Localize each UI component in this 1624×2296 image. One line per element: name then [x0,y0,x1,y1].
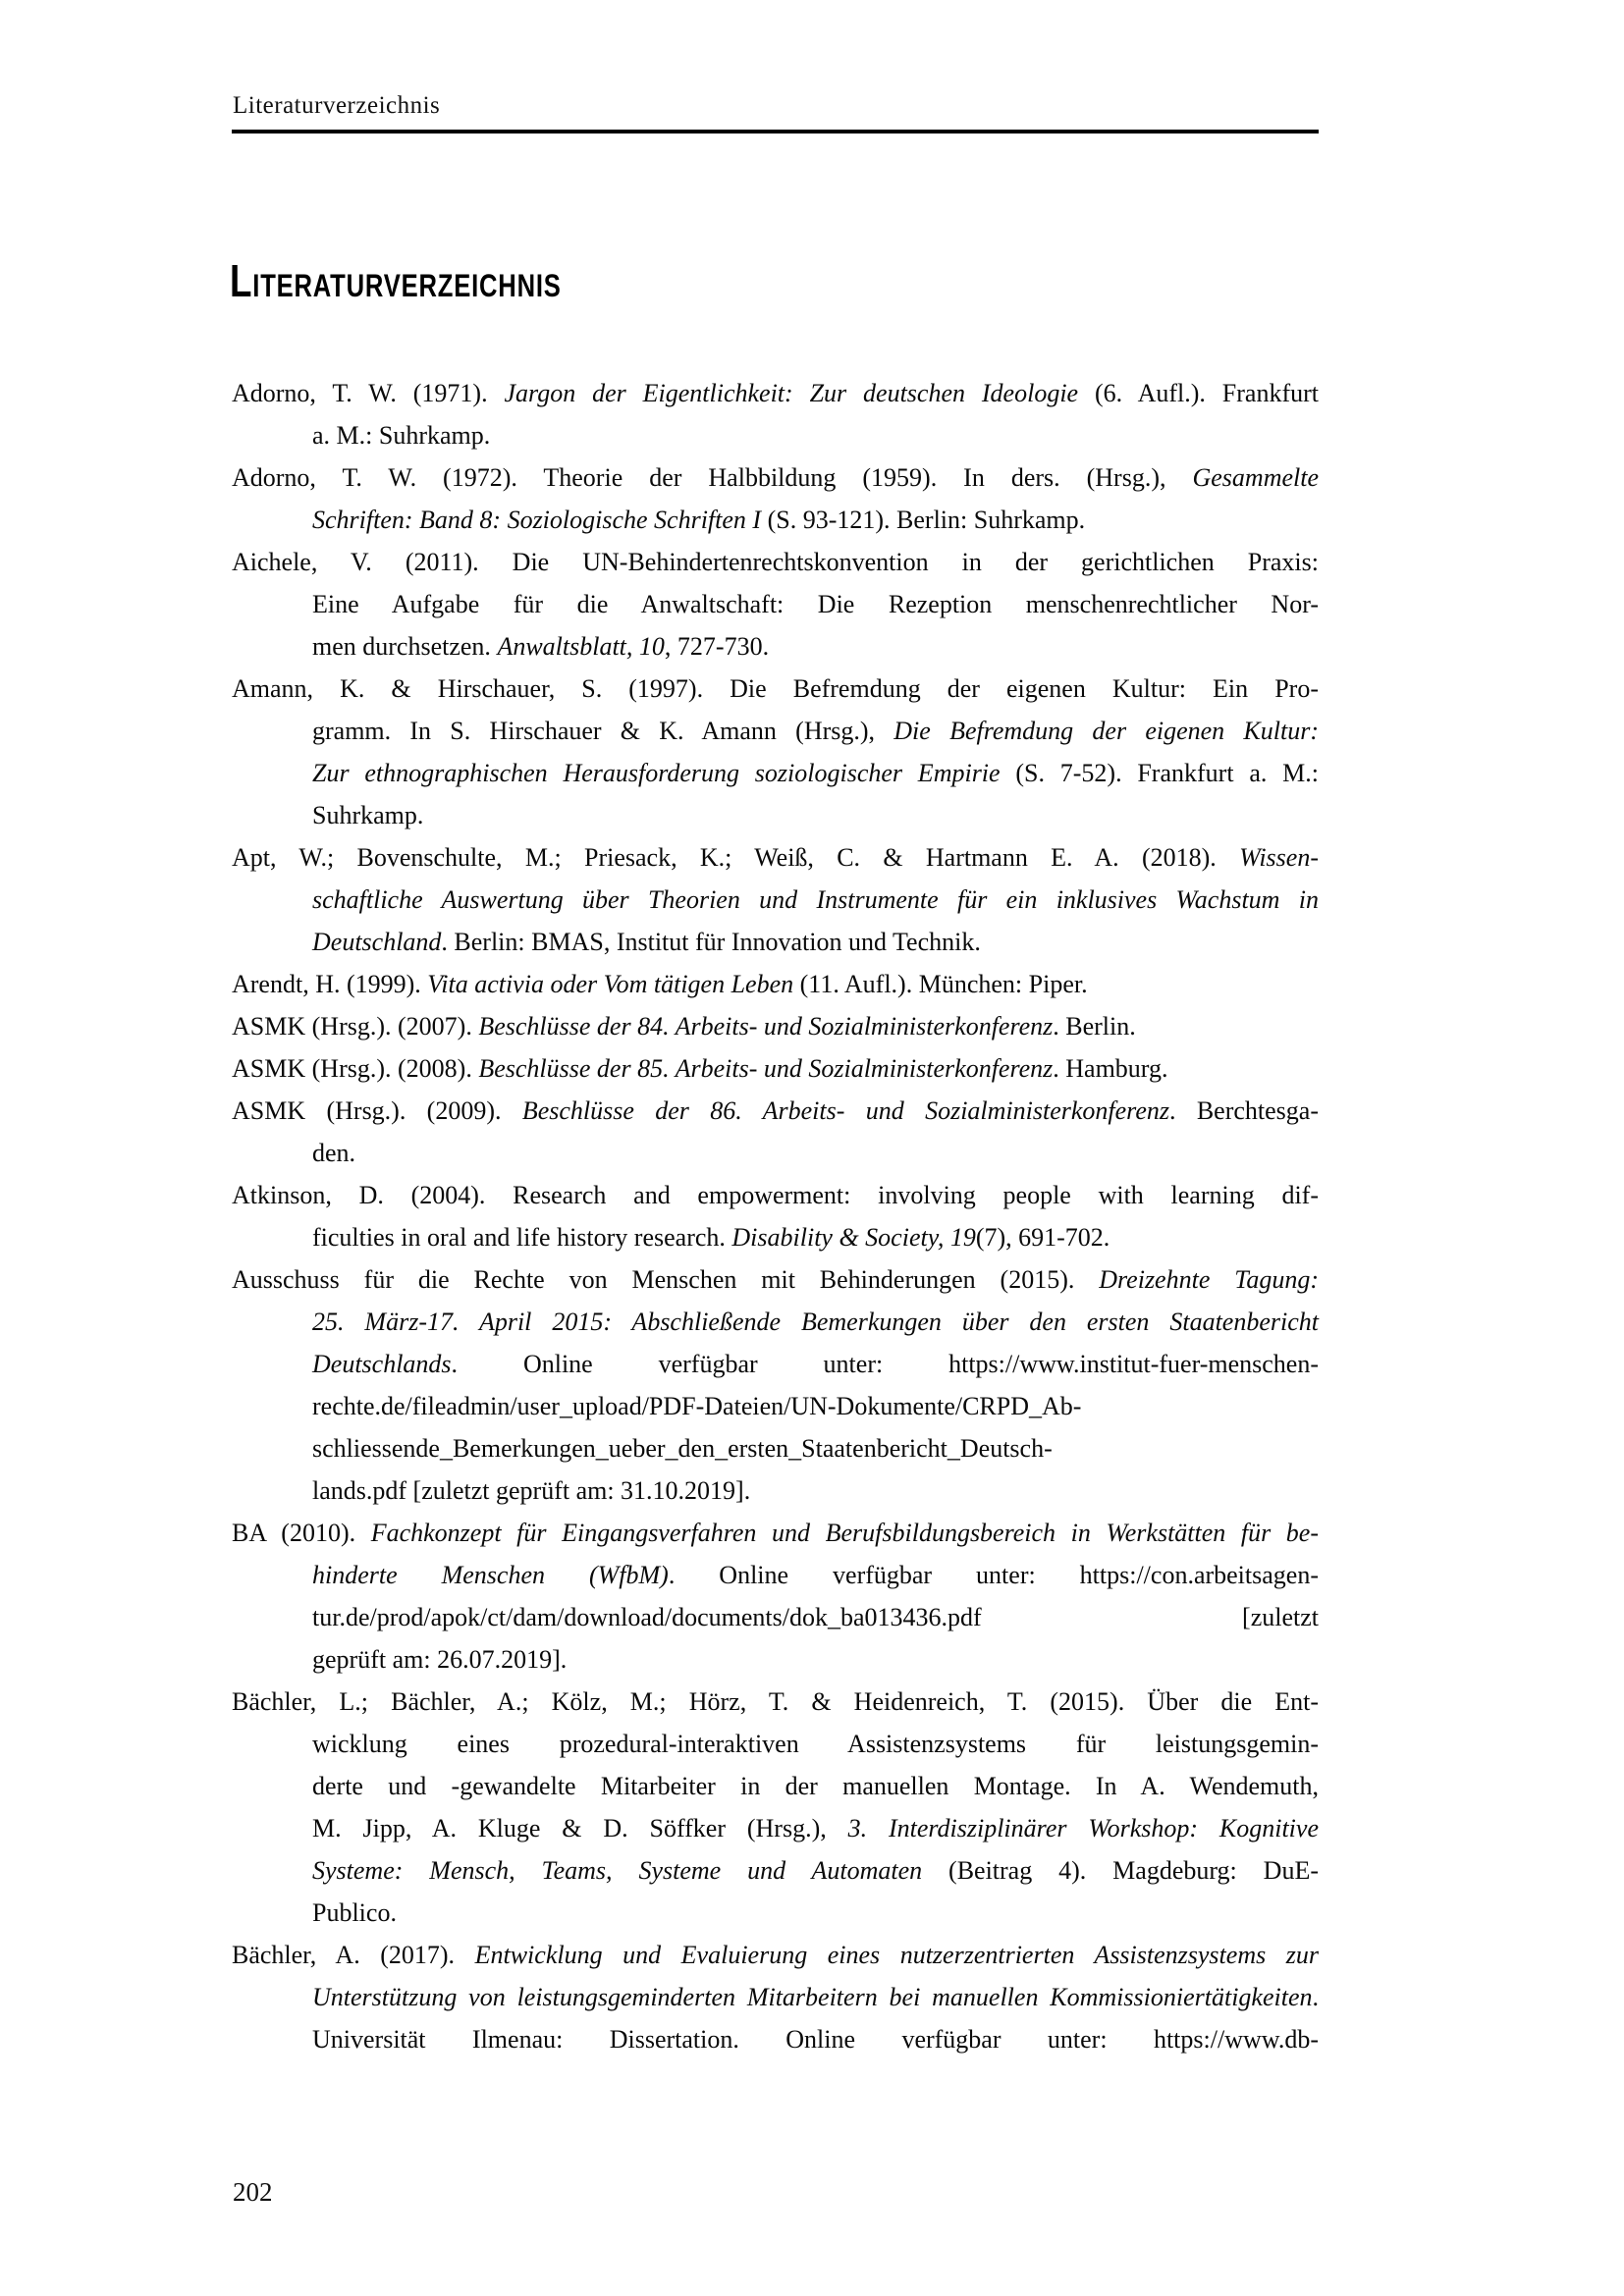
reference-line [232,1258,1319,1301]
reference-text: (7), 691-702. [975,1223,1110,1252]
reference-line [312,499,1319,541]
reference-text-italic: Systeme: Mensch, Teams, Systeme und Automaten [312,1856,923,1885]
reference-text: tur.de/prod/apok/ct/dam/download/documents/dok_ba013436.pdf [zuletzt [312,1603,1319,1631]
reference-text: (Beitrag 4). Magdeburg: DuE- [922,1856,1319,1885]
reference-entry [232,456,1319,541]
reference-line [232,372,1319,414]
reference-line [312,879,1319,921]
reference-entry [232,1512,1319,1681]
reference-entry [232,1258,1319,1512]
reference-text: ASMK (Hrsg.). (2007). [232,1012,479,1041]
reference-text-italic: Deutschlands [312,1350,452,1378]
reference-line [312,921,1319,963]
reference-text: schliessende_Bemerkungen_ueber_den_ersten_Staatenbericht_Deutsch- [312,1434,1053,1463]
reference-entry [232,1934,1319,2060]
page-number: 202 [233,2177,273,2207]
reference-text-italic: Disability & Society, 19 [731,1223,976,1252]
reference-text-italic: schaftliche Auswertung über Theorien und Instrumente für ein inklusives Wachstum in [312,885,1319,914]
reference-text: derte und -gewandelte Mitarbeiter in der manuellen Montage. In A. Wendemuth, [312,1772,1319,1800]
reference-text-italic: Schriften: Band 8: Soziologische Schriften I [312,506,762,534]
reference-entry [232,1047,1319,1090]
reference-text: men durchsetzen. [312,632,498,661]
reference-text-italic: Entwicklung und Evaluierung eines nutzerzentrierten Assistenzsystems zur [474,1941,1319,1969]
reference-entry [232,1090,1319,1174]
reference-entry [232,836,1319,963]
reference-text-italic: Deutschland [312,928,442,956]
reference-entry [232,1005,1319,1047]
reference-text: M. Jipp, A. Kluge & D. Söffker (Hrsg.), [312,1814,848,1842]
reference-entry [232,1681,1319,1934]
page-heading: Literaturverzeichnis [230,255,562,306]
reference-text: Ausschuss für die Rechte von Menschen mit Behinderungen (2015). [232,1265,1100,1294]
reference-line [312,1723,1319,1765]
reference-text: (S. 93-121). Berlin: Suhrkamp. [761,506,1086,534]
reference-text: Bächler, A. (2017). [232,1941,475,1969]
reference-line [312,1807,1319,1849]
reference-text: Publico. [312,1898,397,1927]
reference-text: wicklung eines prozedural-interaktiven Assistenzsystems für leistungsgemin- [312,1730,1319,1758]
reference-line [232,1047,1319,1090]
reference-text: (6. Aufl.). Frankfurt [1078,379,1320,407]
running-header: Literaturverzeichnis [233,92,441,119]
reference-line [312,1301,1319,1343]
reference-text-italic: Zur ethnographischen Herausforderung soziologischer Empirie [312,759,1001,787]
reference-text: lands.pdf [zuletzt geprüft am: 31.10.2019]. [312,1476,751,1505]
reference-text: rechte.de/fileadmin/user_upload/PDF-Dateien/UN-Dokumente/CRPD_Ab- [312,1392,1082,1420]
reference-text: Adorno, T. W. (1972). Theorie der Halbbildung (1959). In ders. (Hrsg.), [232,463,1193,492]
reference-text-italic: Anwaltsblatt, 10 [497,632,665,661]
reference-text-italic: 25. März-17. April 2015: Abschließende Bemerkungen über den ersten Staatenbericht [312,1308,1319,1336]
reference-line [312,1638,1319,1681]
reference-line [232,836,1319,879]
reference-line [232,1512,1319,1554]
reference-line [312,1427,1319,1469]
reference-text: . [1312,1983,1319,2011]
reference-line [232,456,1319,499]
reference-text: Amann, K. & Hirschauer, S. (1997). Die Befremdung der eigenen Kultur: Ein Pro- [232,674,1319,703]
reference-text: . Berlin: BMAS, Institut für Innovation und Technik. [441,928,981,956]
reference-text: Arendt, H. (1999). [232,970,428,998]
reference-line [312,794,1319,836]
reference-text: Adorno, T. W. (1971). [232,379,505,407]
reference-text: Atkinson, D. (2004). Research and empowerment: involving people with learning dif- [232,1181,1319,1209]
reference-line [312,1554,1319,1596]
reference-text-italic: Vita activia oder Vom tätigen Leben [427,970,794,998]
reference-text: ficulties in oral and life history research. [312,1223,732,1252]
reference-text-italic: Wissen- [1239,843,1319,872]
reference-entry [232,667,1319,836]
reference-text: (S. 7-52). Frankfurt a. M.: [1000,759,1319,787]
reference-text-italic: Die Befremdung der eigenen Kultur: [893,717,1319,745]
reference-line [312,1469,1319,1512]
reference-line [312,1892,1319,1934]
reference-text: . Online verfügbar unter: https://con.arbeitsagen- [668,1561,1319,1589]
reference-entry [232,963,1319,1005]
reference-text: Suhrkamp. [312,801,424,829]
reference-text: gramm. In S. Hirschauer & K. Amann (Hrsg.), [312,717,894,745]
reference-line [312,752,1319,794]
reference-text-italic: Gesammelte [1192,463,1319,492]
reference-line [312,1849,1319,1892]
reference-list [232,372,1319,2060]
reference-text-italic: Fachkonzept für Eingangsverfahren und Berufsbildungsbereich in Werkstätten für be- [370,1519,1320,1547]
reference-text: , 727-730. [664,632,770,661]
reference-text: Eine Aufgabe für die Anwaltschaft: Die Rezeption menschenrechtlicher Nor- [312,590,1319,618]
reference-text: . Hamburg. [1053,1054,1168,1083]
reference-text: . Berlin. [1053,1012,1136,1041]
reference-line [312,414,1319,456]
reference-line [312,1596,1319,1638]
reference-entry [232,1174,1319,1258]
reference-line [312,625,1319,667]
reference-text: a. M.: Suhrkamp. [312,421,491,450]
reference-text: (11. Aufl.). München: Piper. [793,970,1088,998]
reference-text: . Berchtesga- [1168,1096,1319,1125]
reference-text: Universität Ilmenau: Dissertation. Online verfügbar unter: https://www.db- [312,2025,1319,2054]
reference-line [312,710,1319,752]
reference-text: Aichele, V. (2011). Die UN-Behindertenrechtskonvention in der gerichtlichen Praxis: [232,548,1319,576]
reference-text-italic: hinderte Menschen (WfbM) [312,1561,669,1589]
reference-line [312,1765,1319,1807]
reference-text: ASMK (Hrsg.). (2009). [232,1096,522,1125]
reference-text-italic: Beschlüsse der 84. Arbeits- und Sozialministerkonferenz [478,1012,1054,1041]
reference-text-italic: Beschlüsse der 85. Arbeits- und Sozialministerkonferenz [478,1054,1054,1083]
reference-line [232,1681,1319,1723]
reference-line [232,1174,1319,1216]
reference-line [232,667,1319,710]
reference-line [312,1343,1319,1385]
reference-text: den. [312,1139,356,1167]
reference-text-italic: 3. Interdisziplinärer Workshop: Kognitive [847,1814,1319,1842]
header-rule [232,130,1319,133]
reference-text: Bächler, L.; Bächler, A.; Kölz, M.; Hörz, T. & Heidenreich, T. (2015). Über die Ent- [232,1687,1319,1716]
reference-text: ASMK (Hrsg.). (2008). [232,1054,479,1083]
reference-line [232,541,1319,583]
reference-line [232,1934,1319,1976]
reference-text-italic: Jargon der Eigentlichkeit: Zur deutschen Ideologie [504,379,1079,407]
reference-line [312,583,1319,625]
reference-line [312,2018,1319,2060]
reference-text-italic: Unterstützung von leistungsgeminderten Mitarbeitern bei manuellen Kommissioniertätigkeiten [312,1983,1313,2011]
reference-text: BA (2010). [232,1519,371,1547]
reference-entry [232,541,1319,667]
reference-text: geprüft am: 26.07.2019]. [312,1645,568,1674]
reference-text: . Online verfügbar unter: https://www.institut-fuer-menschen- [451,1350,1319,1378]
reference-text: Apt, W.; Bovenschulte, M.; Priesack, K.; Weiß, C. & Hartmann E. A. (2018). [232,843,1240,872]
reference-line [232,963,1319,1005]
reference-entry [232,372,1319,456]
reference-line [312,1132,1319,1174]
reference-line [232,1090,1319,1132]
reference-line [312,1216,1319,1258]
reference-line [312,1976,1319,2018]
reference-text-italic: Dreizehnte Tagung: [1099,1265,1319,1294]
reference-text-italic: Beschlüsse der 86. Arbeits- und Sozialministerkonferenz [521,1096,1169,1125]
reference-line [312,1385,1319,1427]
reference-line [232,1005,1319,1047]
